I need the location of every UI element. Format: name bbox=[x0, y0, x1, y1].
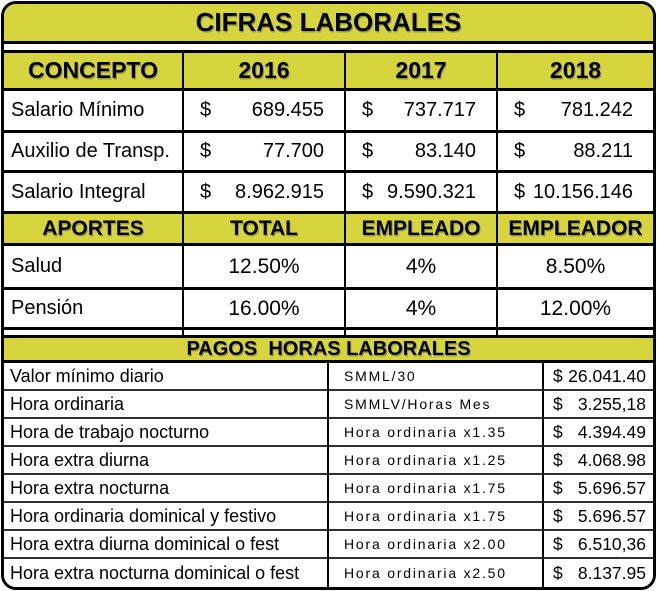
currency-symbol: $ bbox=[553, 393, 563, 414]
amount-text: 26.041.40 bbox=[568, 365, 646, 386]
amount-text: 6.510,36 bbox=[577, 533, 646, 554]
currency-symbol: $ bbox=[553, 449, 563, 470]
hora-extra-nocturna-dominical-amount bbox=[544, 559, 653, 587]
amount-text: 737.717 bbox=[403, 99, 476, 121]
currency-symbol: $ bbox=[553, 562, 563, 583]
col-header-empleado: EMPLEADO bbox=[346, 214, 498, 246]
amount-text: 5.696.57 bbox=[577, 505, 646, 526]
hora-extra-diurna-dominical-formula: Hora ordinaria x2.00 bbox=[329, 531, 544, 559]
salud-label: Salud bbox=[4, 246, 184, 290]
amount-text: 88.211 bbox=[573, 140, 633, 162]
salario-minimo-2017 bbox=[346, 91, 498, 133]
col-header-concepto: CONCEPTO bbox=[4, 50, 184, 91]
hora-extra-diurna-amount bbox=[544, 447, 653, 475]
currency-symbol: $ bbox=[362, 99, 374, 121]
hora-trabajo-nocturno-formula: Hora ordinaria x1.35 bbox=[329, 419, 544, 447]
currency-symbol: $ bbox=[514, 99, 526, 121]
col-header-2017: 2017 bbox=[346, 50, 498, 91]
hora-ordinaria-label: Hora ordinaria bbox=[4, 391, 329, 419]
col-header-2018: 2018 bbox=[498, 50, 653, 91]
hora-trabajo-nocturno-label: Hora de trabajo nocturno bbox=[4, 419, 329, 447]
currency-symbol: $ bbox=[362, 180, 374, 203]
salud-total: 12.50% bbox=[184, 246, 346, 290]
concepto-aportes-table bbox=[4, 50, 653, 330]
currency-symbol: $ bbox=[553, 365, 563, 386]
salud-empleador: 8.50% bbox=[498, 246, 653, 290]
currency-symbol: $ bbox=[514, 180, 526, 203]
salario-minimo-2018 bbox=[498, 91, 653, 133]
pagos-horas-table bbox=[4, 363, 653, 587]
valor-minimo-diario-label: Valor mínimo diario bbox=[4, 363, 329, 391]
hora-ordinaria-dominical-amount bbox=[544, 503, 653, 531]
table-title: CIFRAS LABORALES bbox=[195, 7, 462, 37]
currency-symbol: $ bbox=[553, 477, 563, 498]
salario-integral-2018 bbox=[498, 173, 653, 214]
hora-extra-nocturna-label: Hora extra nocturna bbox=[4, 475, 329, 503]
hora-ordinaria-formula: SMMLV/Horas Mes bbox=[329, 391, 544, 419]
hora-trabajo-nocturno-amount bbox=[544, 419, 653, 447]
currency-symbol: $ bbox=[514, 140, 526, 162]
pagos-horas-title-bar bbox=[4, 335, 653, 363]
amount-text: 9.590.321 bbox=[387, 180, 476, 203]
valor-minimo-diario-formula: SMML/30 bbox=[329, 363, 544, 391]
salario-minimo-label: Salario Mínimo bbox=[4, 91, 184, 133]
salario-integral-2016 bbox=[184, 173, 346, 214]
hora-extra-nocturna-amount bbox=[544, 475, 653, 503]
amount-text: 5.696.57 bbox=[577, 477, 646, 498]
hora-ordinaria-dominical-label: Hora ordinaria dominical y festivo bbox=[4, 503, 329, 531]
amount-text: 10.156.146 bbox=[532, 180, 633, 203]
pension-empleador: 12.00% bbox=[498, 290, 653, 330]
hora-extra-diurna-formula: Hora ordinaria x1.25 bbox=[329, 447, 544, 475]
valor-minimo-diario-amount bbox=[544, 363, 653, 391]
col-header-total: TOTAL bbox=[184, 214, 346, 246]
hora-extra-diurna-dominical-amount bbox=[544, 531, 653, 559]
hora-extra-nocturna-dominical-label: Hora extra nocturna dominical o fest bbox=[4, 559, 329, 587]
pension-label: Pensión bbox=[4, 290, 184, 330]
salario-integral-label: Salario Integral bbox=[4, 173, 184, 214]
amount-text: 689.455 bbox=[251, 99, 324, 121]
amount-text: 77.700 bbox=[262, 140, 324, 162]
table-frame bbox=[1, 1, 656, 590]
amount-text: 4.068.98 bbox=[577, 449, 646, 470]
amount-text: 8.137.95 bbox=[577, 562, 646, 583]
pagos-horas-title: PAGOS HORAS LABORALES bbox=[186, 337, 471, 360]
salud-empleado: 4% bbox=[346, 246, 498, 290]
pension-total: 16.00% bbox=[184, 290, 346, 330]
col-header-empleador: EMPLEADOR bbox=[498, 214, 653, 246]
auxilio-transporte-2018 bbox=[498, 133, 653, 173]
auxilio-transporte-2016 bbox=[184, 133, 346, 173]
currency-symbol: $ bbox=[553, 505, 563, 526]
amount-text: 8.962.915 bbox=[235, 180, 324, 203]
pension-empleado: 4% bbox=[346, 290, 498, 330]
currency-symbol: $ bbox=[553, 533, 563, 554]
auxilio-transporte-2017 bbox=[346, 133, 498, 173]
currency-symbol: $ bbox=[200, 140, 212, 162]
auxilio-transporte-label: Auxilio de Transp. bbox=[4, 133, 184, 173]
hora-ordinaria-dominical-formula: Hora ordinaria x1.75 bbox=[329, 503, 544, 531]
hora-extra-diurna-label: Hora extra diurna bbox=[4, 447, 329, 475]
table-title-bar bbox=[4, 4, 653, 44]
currency-symbol: $ bbox=[200, 99, 212, 121]
currency-symbol: $ bbox=[553, 421, 563, 442]
salario-minimo-2016 bbox=[184, 91, 346, 133]
amount-text: 4.394.49 bbox=[577, 421, 646, 442]
amount-text: 3.255,18 bbox=[577, 393, 646, 414]
currency-symbol: $ bbox=[200, 180, 212, 203]
amount-text: 83.140 bbox=[414, 140, 476, 162]
salario-integral-2017 bbox=[346, 173, 498, 214]
hora-extra-nocturna-dominical-formula: Hora ordinaria x2.50 bbox=[329, 559, 544, 587]
hora-ordinaria-amount bbox=[544, 391, 653, 419]
hora-extra-nocturna-formula: Hora ordinaria x1.75 bbox=[329, 475, 544, 503]
col-header-aportes: APORTES bbox=[4, 214, 184, 246]
amount-text: 781.242 bbox=[560, 99, 633, 121]
hora-extra-diurna-dominical-label: Hora extra diurna dominical o fest bbox=[4, 531, 329, 559]
currency-symbol: $ bbox=[362, 140, 374, 162]
col-header-2016: 2016 bbox=[184, 50, 346, 91]
